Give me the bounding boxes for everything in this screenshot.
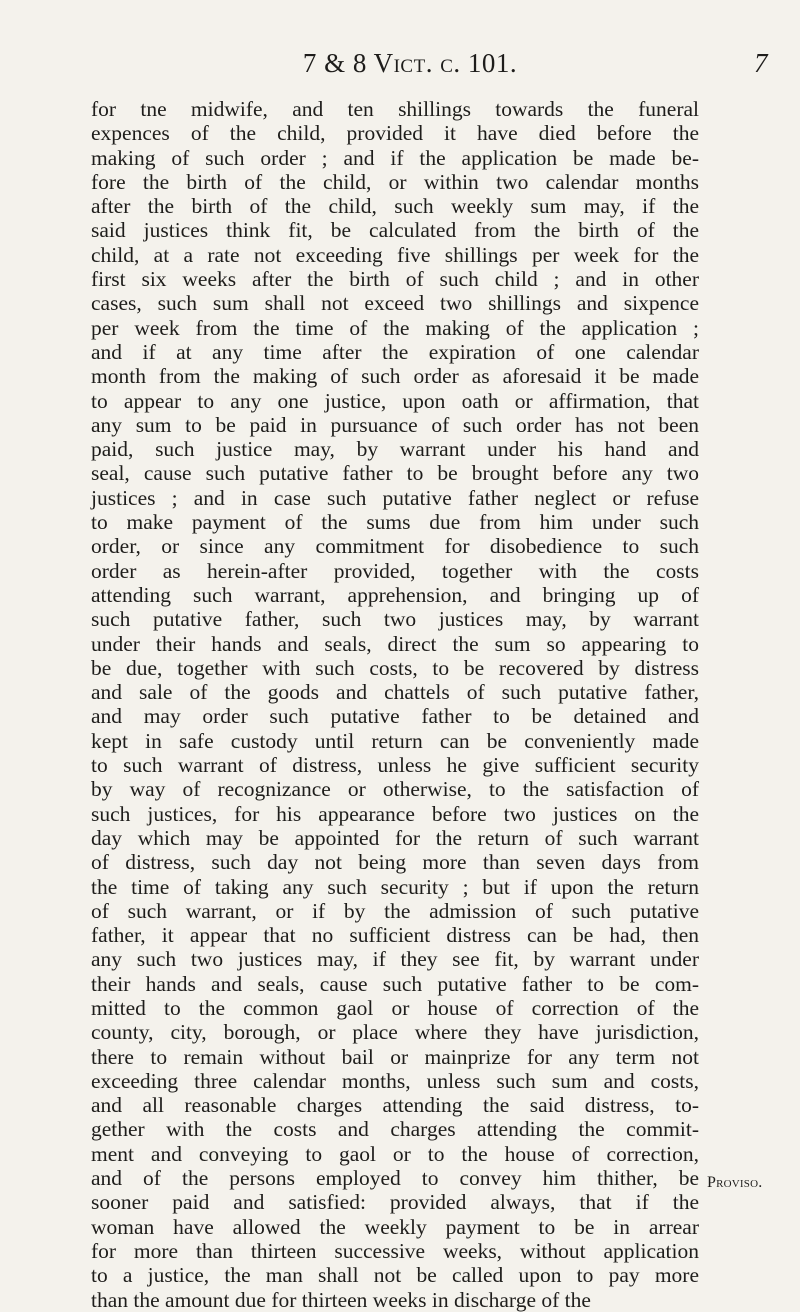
text-line: and may order such putative father to be detained and xyxy=(91,704,699,729)
text-line: there to remain without bail or mainprize for any term not xyxy=(91,1044,699,1069)
text-line: than the amount due for thirteen weeks in discharge of the xyxy=(91,1287,591,1312)
text-line: the time of taking any such security ; but if upon the return xyxy=(91,874,699,899)
text-line: any sum to be paid in pursuance of such order has not been xyxy=(91,412,699,437)
text-line: to make payment of the sums due from him under such xyxy=(91,510,699,535)
page-number: 7 xyxy=(754,48,768,78)
text-line: attending such warrant, apprehension, and bringing up of xyxy=(91,582,699,607)
text-line: said justices think fit, be calculated from the birth of the xyxy=(91,218,699,243)
text-line: father, it appear that no sufficient distress can be had, then xyxy=(91,923,699,948)
text-line: of distress, such day not being more than seven days from xyxy=(91,850,699,875)
text-line: and all reasonable charges attending the said distress, to- xyxy=(91,1093,699,1118)
text-line: mitted to the common gaol or house of correction of the xyxy=(91,995,699,1020)
text-line: exceeding three calendar months, unless such sum and costs, xyxy=(91,1068,699,1093)
text-line: making of such order ; and if the application be made be- xyxy=(91,145,699,170)
text-line: to a justice, the man shall not be called upon to pay more xyxy=(91,1263,699,1288)
text-line: under their hands and seals, direct the sum so appearing to xyxy=(91,631,699,656)
text-line: and sale of the goods and chattels of such putative father, xyxy=(91,680,699,705)
text-line: day which may be appointed for the return of such warrant xyxy=(91,825,699,850)
text-line: month from the making of such order as aforesaid it be made xyxy=(91,364,699,389)
marginal-note-proviso: Proviso. xyxy=(707,1174,763,1191)
text-line: paid, such justice may, by warrant under his hand and xyxy=(91,437,699,462)
text-line: to appear to any one justice, upon oath or affirmation, that xyxy=(91,388,699,413)
body-text xyxy=(91,97,699,1312)
text-line: ment and conveying to gaol or to the house of correction, xyxy=(91,1141,699,1166)
text-line: woman have allowed the weekly payment to be in arrear xyxy=(91,1214,699,1239)
text-line: gether with the costs and charges attending the commit- xyxy=(91,1117,699,1142)
text-line: child, at a rate not exceeding five shillings per week for the xyxy=(91,242,699,267)
text-line: any such two justices may, if they see fit, by warrant under xyxy=(91,947,699,972)
running-head-title: 7 & 8 Vict. c. 101. xyxy=(302,48,518,78)
text-line: for more than thirteen successive weeks, without application xyxy=(91,1238,699,1263)
text-line: cases, such sum shall not exceed two shillings and sixpence xyxy=(91,291,699,316)
text-line: to such warrant of distress, unless he give sufficient security xyxy=(91,753,699,778)
text-line: and if at any time after the expiration of one calendar xyxy=(91,339,699,364)
text-line: seal, cause such putative father to be brought before any two xyxy=(91,461,699,486)
text-line: after the birth of the child, such weekly sum may, if the xyxy=(91,194,699,219)
text-line: their hands and seals, cause such putative father to be com- xyxy=(91,971,699,996)
text-line: sooner paid and satisfied: provided always, that if the xyxy=(91,1190,699,1215)
text-line: of such warrant, or if by the admission of such putative xyxy=(91,898,699,923)
text-line: expences of the child, provided it have died before the xyxy=(91,121,699,146)
text-line: for tne midwife, and ten shillings towards the funeral xyxy=(91,97,699,121)
text-line: be due, together with such costs, to be recovered by distress xyxy=(91,655,699,680)
text-line: fore the birth of the child, or within two calendar months xyxy=(91,169,699,194)
text-line: order as herein-after provided, together with the costs xyxy=(91,558,699,583)
text-line: per week from the time of the making of the application ; xyxy=(91,315,699,340)
text-line: justices ; and in case such putative father neglect or refuse xyxy=(91,485,699,510)
text-line: order, or since any commitment for disobedience to such xyxy=(91,534,699,559)
text-line: and of the persons employed to convey him thither, be xyxy=(91,1166,699,1191)
text-line: county, city, borough, or place where they have jurisdiction, xyxy=(91,1020,699,1045)
text-line: such putative father, such two justices may, by warrant xyxy=(91,607,699,632)
text-line: kept in safe custody until return can be conveniently made xyxy=(91,728,699,753)
text-line: first six weeks after the birth of such child ; and in other xyxy=(91,267,699,292)
text-line: by way of recognizance or otherwise, to the satisfaction of xyxy=(91,777,699,802)
text-line: such justices, for his appearance before two justices on the xyxy=(91,801,699,826)
